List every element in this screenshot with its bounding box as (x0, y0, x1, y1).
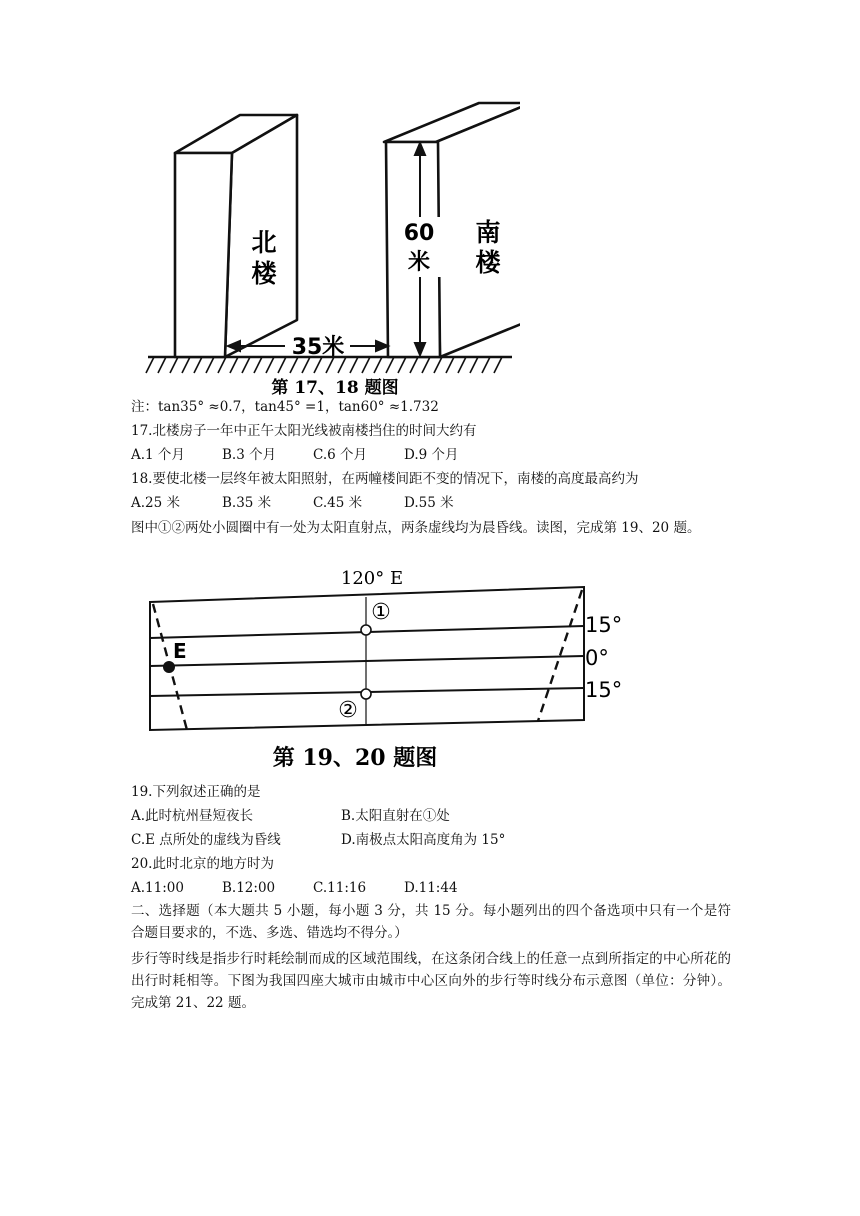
option-c[interactable]: C.6 个月 (313, 447, 368, 463)
option-d[interactable]: D.11:44 (404, 880, 458, 896)
option-d[interactable]: D.南极点太阳高度角为 15° (341, 832, 506, 848)
point-e-label: E (173, 639, 187, 663)
north-building (175, 115, 297, 357)
buildings-figure (140, 95, 520, 400)
terminator-figure (140, 560, 650, 775)
option-b[interactable]: B.太阳直射在①处 (341, 808, 450, 824)
south-building-label-1: 南 (475, 218, 501, 247)
option-a[interactable]: A.1 个月 (131, 447, 185, 463)
distance-label: 35米 (291, 335, 345, 360)
question-19-options-row1 (131, 806, 450, 826)
south-building-label-2: 楼 (475, 248, 501, 277)
intro-19-20: 图中①②两处小圆圈中有一处为太阳直射点，两条虚线均为晨昏线。读图，完成第 19、20 题。 (131, 520, 701, 536)
tan-note: 注：tan35° ≈0.7，tan45° =1，tan60° ≈1.732 (131, 399, 439, 415)
lat-equator-label: 0° (585, 646, 609, 670)
option-c[interactable]: C.11:16 (313, 880, 367, 896)
option-a[interactable]: A.11:00 (131, 880, 184, 896)
point-1-marker (361, 625, 371, 635)
intro-21-22: 步行等时线是指步行时耗绘制而成的区域范围线，在这条闭合线上的任意一点到所指定的中心所花的出行时耗相等。下图为我国四座大城市由城市中心区向外的步行等时线分布示意图（单位：分钟）。完成第 21、22 题。 (131, 951, 731, 1011)
question-19-stem: 19.下列叙述正确的是 (131, 784, 261, 800)
question-17-stem: 17.北楼房子一年中正午太阳光线被南楼挡住的时间大约有 (131, 423, 477, 439)
option-d[interactable]: D.9 个月 (404, 447, 459, 463)
question-17-options (131, 445, 459, 465)
point-1-label: ① (371, 600, 391, 625)
question-18-stem: 18.要使北楼一层终年被太阳照射，在两幢楼间距不变的情况下，南楼的高度最高约为 (131, 471, 639, 487)
option-a[interactable]: A.25 米 (131, 495, 181, 511)
point-2-label: ② (338, 698, 358, 723)
figure-caption-17-18: 第 17、18 题图 (271, 378, 399, 398)
option-c[interactable]: C.E 点所处的虚线为昏线 (131, 832, 281, 848)
option-d[interactable]: D.55 米 (404, 495, 454, 511)
option-c[interactable]: C.45 米 (313, 495, 363, 511)
question-20-stem: 20.此时北京的地方时为 (131, 856, 274, 872)
point-2-marker (361, 689, 371, 699)
height-label-2: 米 (407, 250, 431, 275)
height-label-1: 60 (403, 221, 435, 246)
latitude-lines (150, 626, 584, 696)
option-b[interactable]: B.12:00 (222, 880, 276, 896)
option-a[interactable]: A.此时杭州昼短夜长 (131, 808, 254, 824)
section-2-heading: 二、选择题（本大题共 5 小题，每小题 3 分，共 15 分。每小题列出的四个备选项中只有一个是符合题目要求的，不选、多选、错选均不得分。） (131, 903, 731, 941)
lat-south-label: 15° (585, 678, 623, 702)
lat-north-label: 15° (585, 613, 623, 637)
option-b[interactable]: B.3 个月 (222, 447, 277, 463)
question-18-options (131, 493, 454, 513)
north-building-label-1: 北 (251, 228, 277, 257)
question-19-options-row2 (131, 830, 505, 850)
north-building-label-2: 楼 (251, 259, 277, 288)
question-20-options (131, 878, 458, 898)
meridian-label: 120° E (340, 568, 404, 589)
option-b[interactable]: B.35 米 (222, 495, 272, 511)
figure-caption-19-20: 第 19、20 题图 (272, 745, 438, 771)
